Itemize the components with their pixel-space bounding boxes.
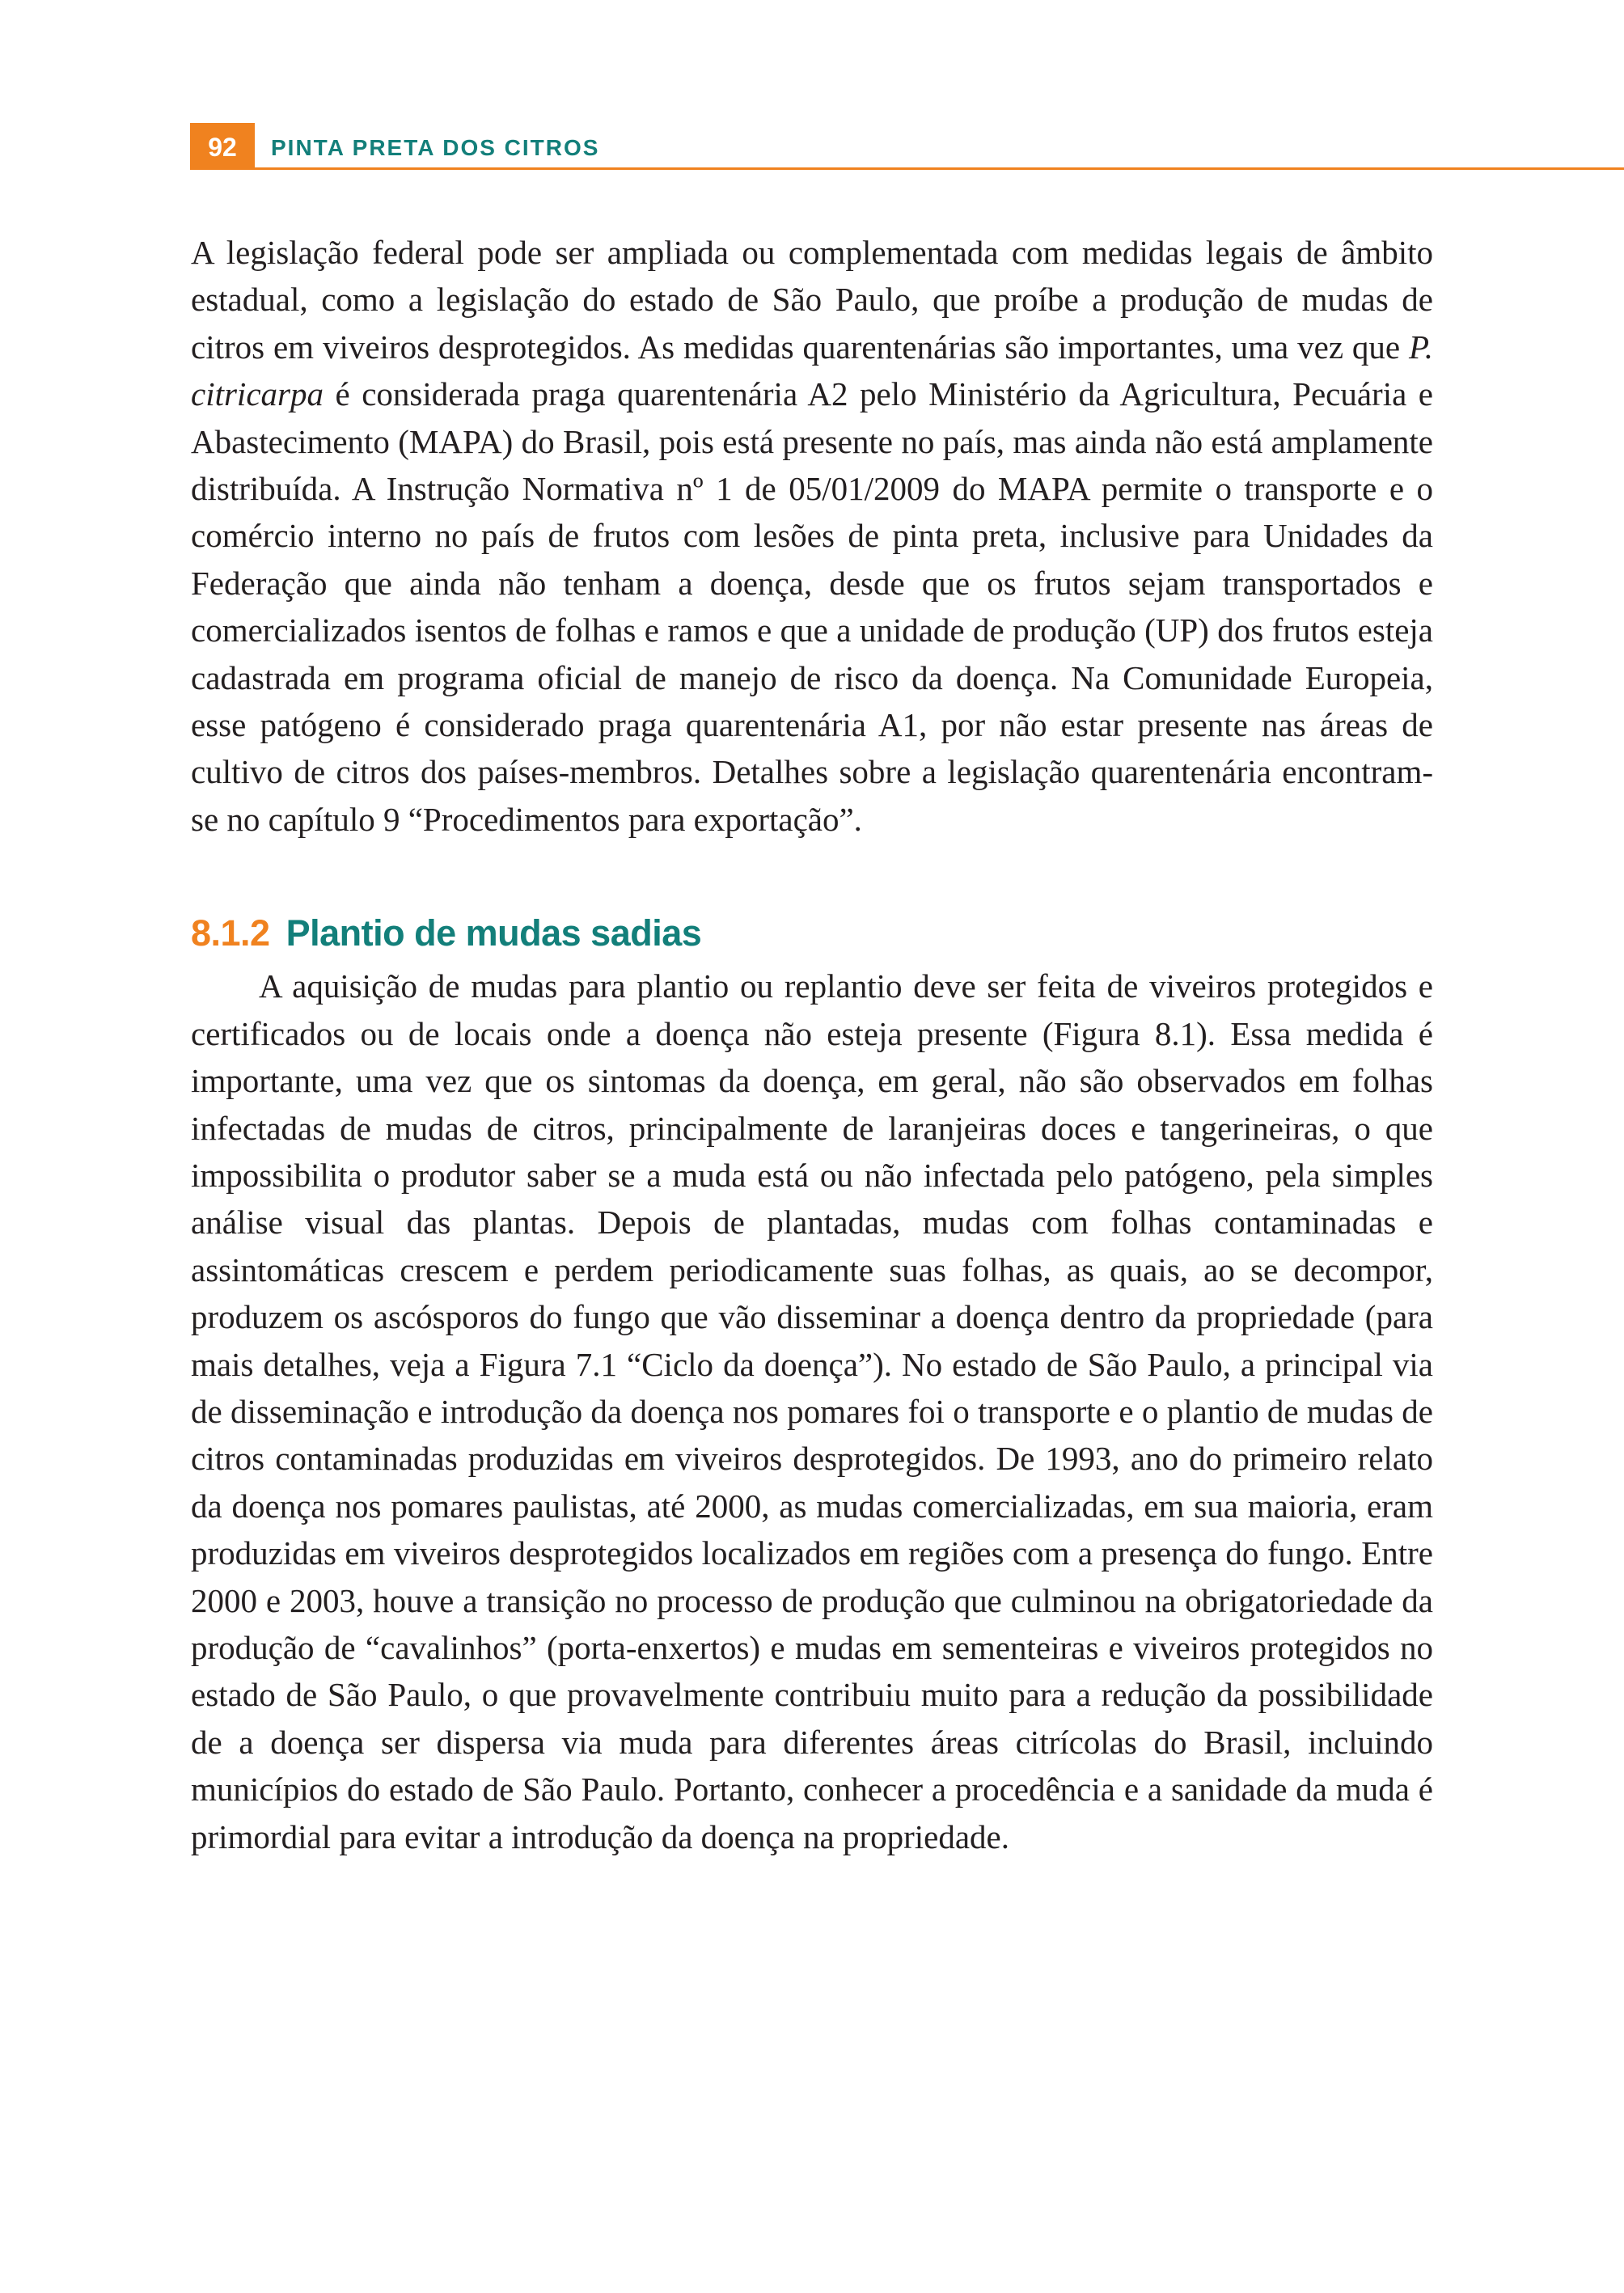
page-content <box>191 229 1433 1860</box>
section-title: Plantio de mudas sadias <box>285 912 702 954</box>
paragraph-text: A legislação federal pode ser ampliada ou complementada com medidas legais de âmbito estadual, como a legislação do estado de São Paulo, que proíbe a produção de mudas de citros em viveiros desprotegidos. As medidas quarentenárias são importantes, uma vez que <box>191 234 1433 366</box>
section-number: 8.1.2 <box>191 912 270 954</box>
paragraph-legislation <box>191 229 1433 843</box>
running-header <box>190 123 1624 170</box>
species-name: P. citricarpa <box>191 328 1433 413</box>
section-heading <box>191 909 1433 958</box>
page-number: 92 <box>190 123 255 170</box>
paragraph-seedlings: A aquisição de mudas para plantio ou replantio deve ser feita de viveiros protegidos e certificados ou de locais onde a doença não esteja presente (Figura 8.1). Essa medida é importante, uma vez que os sintomas da doença, em geral, não são observados em folhas infectadas de mudas de citros, principalmente de laranjeiras doces e tangerineiras, o que impossibilita o produtor saber se a muda está ou não infectada pelo patógeno, pela simples análise visual das plantas. Depois de plantadas, mudas com folhas contaminadas e assintomáticas crescem e perdem periodicamente suas folhas, as quais, ao se decompor, produzem os ascósporos do fungo que vão disseminar a doença dentro da propriedade (para mais detalhes, veja a Figura 7.1 “Ciclo da doença”). No estado de São Paulo, a principal via de disseminação e introdução da doença nos pomares foi o transporte e o plantio de mudas de citros contaminadas produzidas em viveiros desprotegidos. De 1993, ano do primeiro relato da doença nos pomares paulistas, até 2000, as mudas comercializadas, em sua maioria, eram produzidas em viveiros desprotegidos localizados em regiões com a presença do fungo. Entre 2000 e 2003, houve a transição no processo de produção que culminou na obrigatoriedade da produção de “cavalinhos” (porta-enxertos) e mudas em sementeiras e viveiros protegidos no estado de São Paulo, o que provavelmente contribuiu muito para a redução da possibilidade de a doença ser dispersa via muda para diferentes áreas citrícolas do Brasil, incluindo municípios do estado de São Paulo. Portanto, conhecer a procedência e a sanidade da muda é primordial para evitar a introdução da doença na propriedade. <box>191 967 1433 1855</box>
paragraph-text: é considerada praga quarentenária A2 pelo Ministério da Agricultura, Pecuária e Abastecimento (MAPA) do Brasil, pois está presente no país, mas ainda não está amplamente distribuída. A Instrução Normativa nº 1 de 05/01/2009 do MAPA permite o transporte e o comércio interno no país de frutos com lesões de pinta preta, inclusive para Unidades da Federação que ainda não tenham a doença, desde que os frutos sejam transportados e comercializados isentos de folhas e ramos e que a unidade de produção (UP) dos frutos esteja cadastrada em programa oficial de manejo de risco da doença. Na Comunidade Europeia, esse patógeno é considerado praga quarentenária A1, por não estar presente nas áreas de cultivo de citros dos países-membros. Detalhes sobre a legislação quarentenária encontram-se no capítulo 9 “Procedimentos para exportação”. <box>191 375 1433 838</box>
running-title: PINTA PRETA DOS CITROS <box>271 135 600 160</box>
